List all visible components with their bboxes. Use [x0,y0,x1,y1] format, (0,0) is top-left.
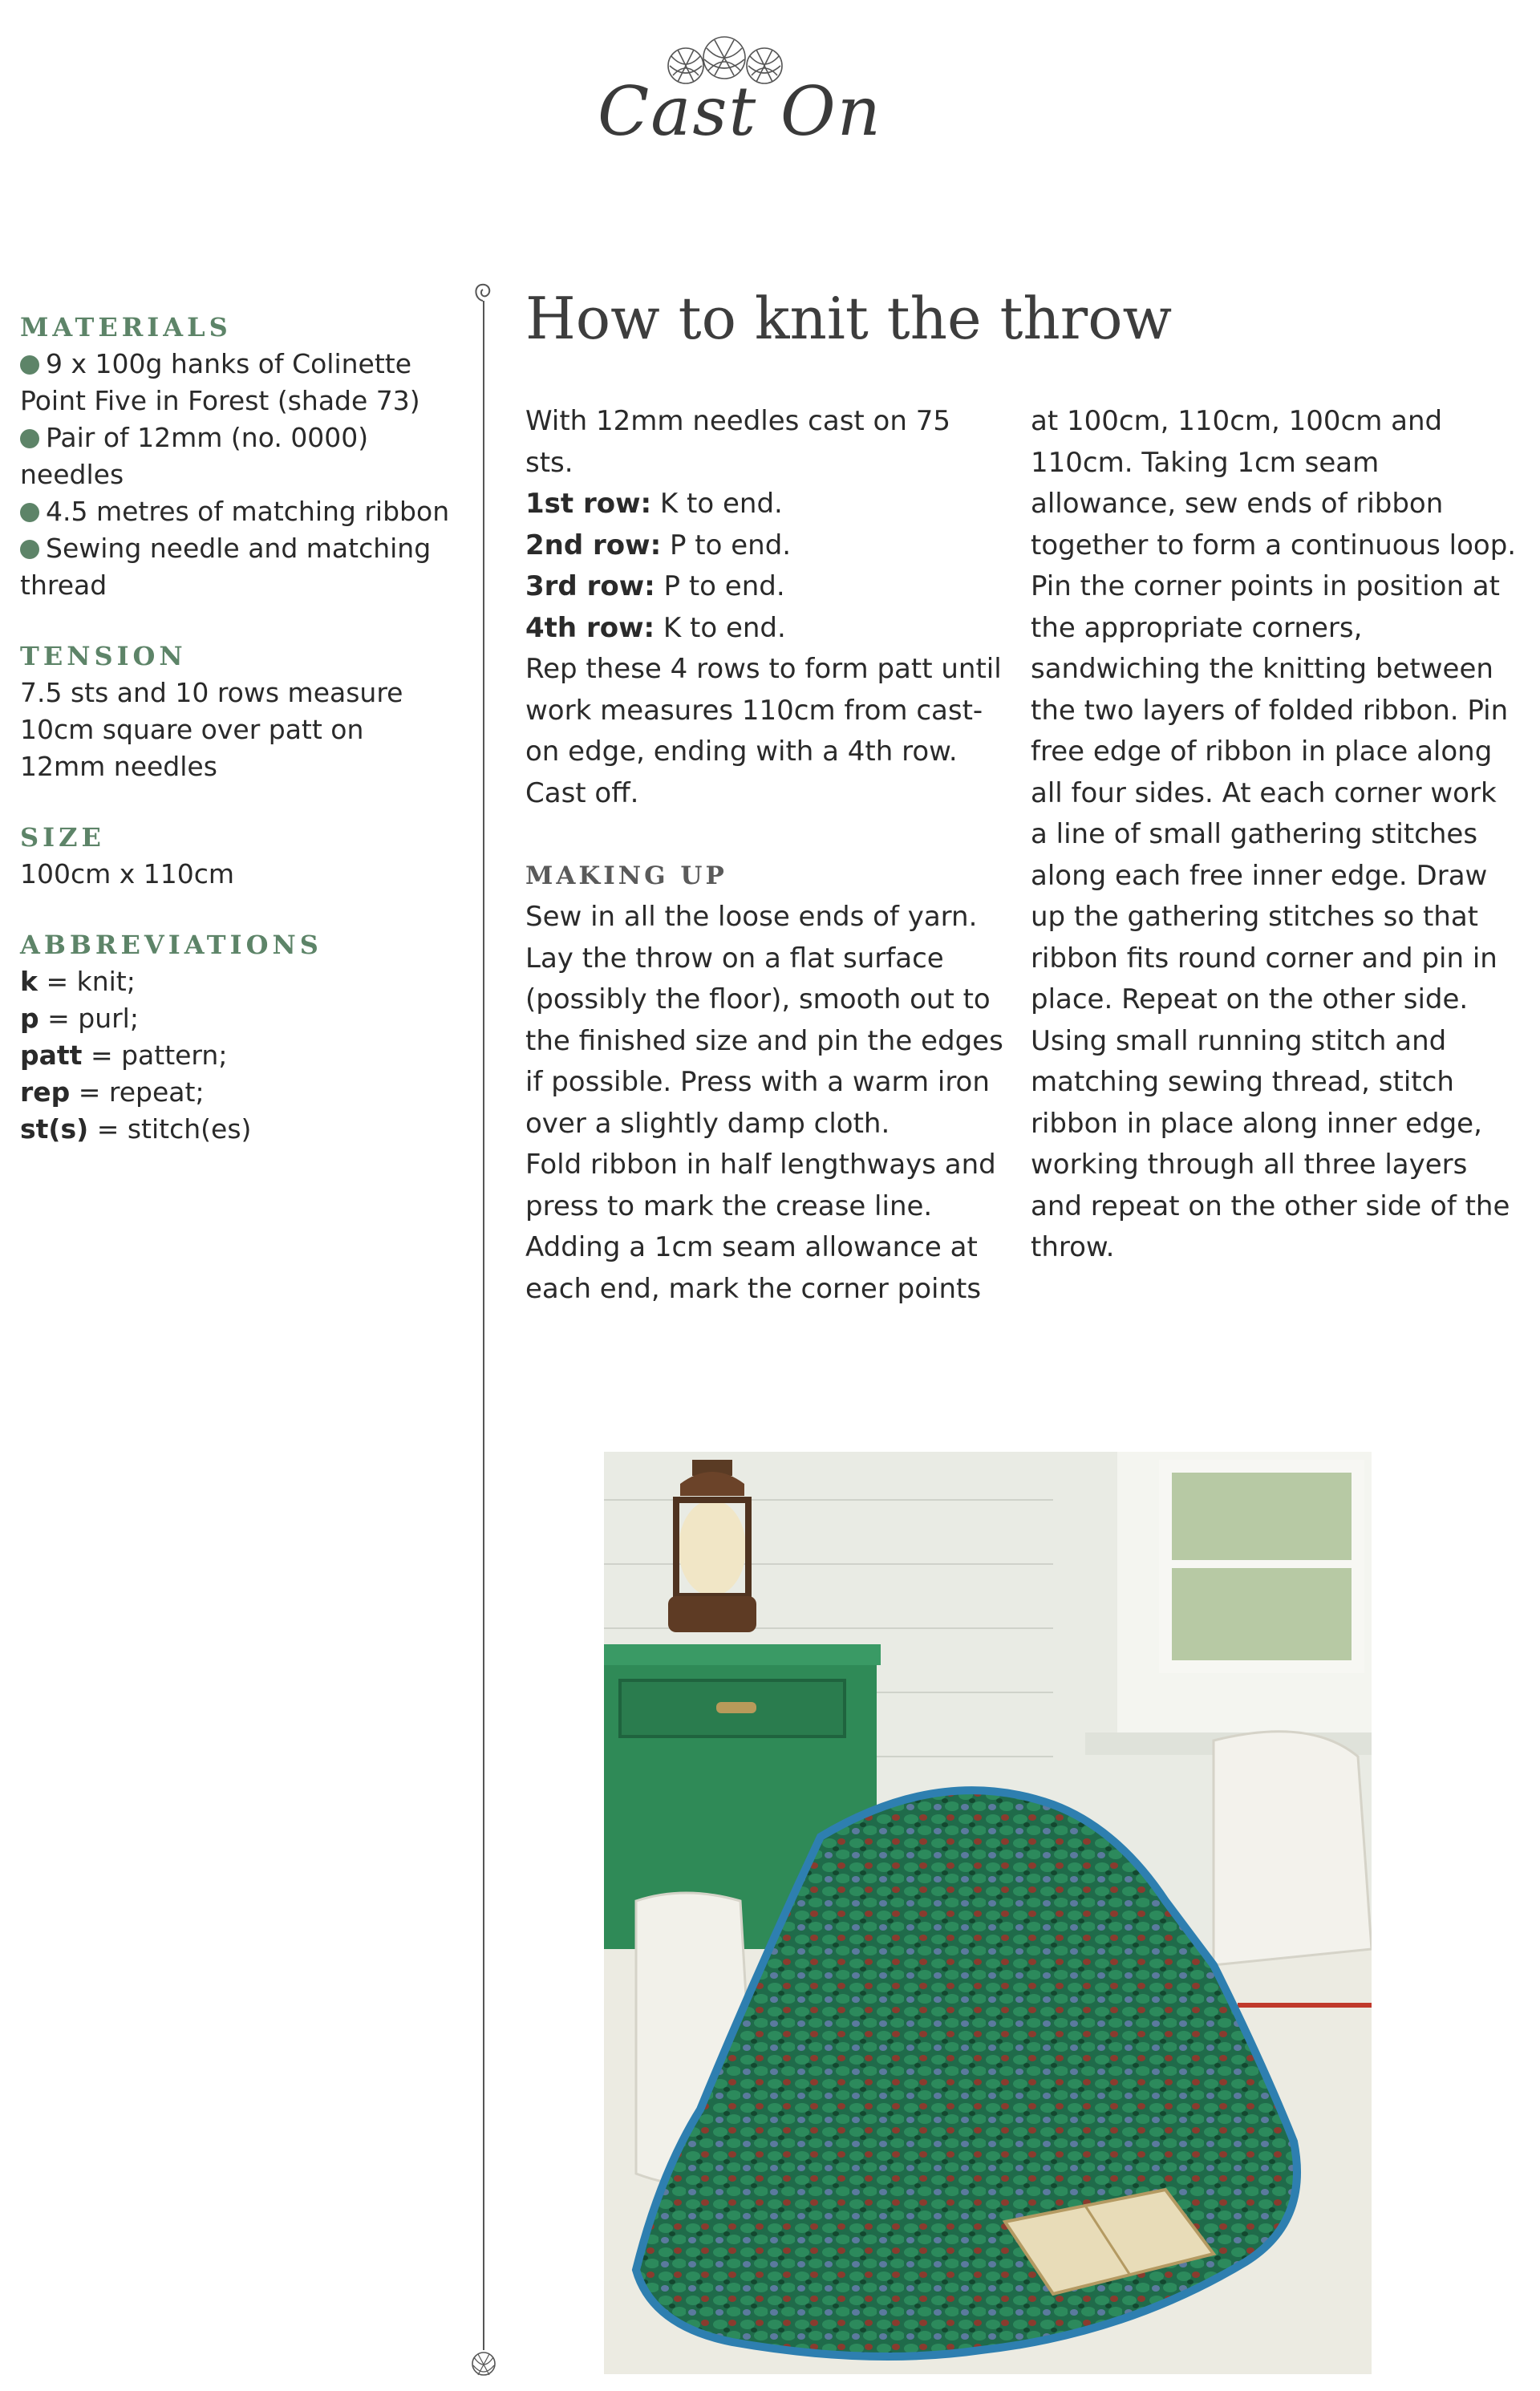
materials-section [20,309,453,604]
throw-photo [604,1452,1372,2374]
making-up-paragraph: Fold ribbon in half lengthways and press to mark the crease line. Adding a 1cm seam allowance at each end, mark the corner points [525,1149,996,1305]
materials-item: Pair of 12mm (no. 0000) needles [20,422,369,490]
size-heading: SIZE [20,822,105,853]
bullet-icon [20,503,39,522]
making-up-paragraph: Sew in all the loose ends of yarn. Lay the throw on a flat surface (possibly the floor), smooth out to the finished size and pin the edges if possible. Press with a warm iron over a slightly damp cloth. [525,901,1003,1140]
row-instruction: 2nd row: P to end. [525,529,792,561]
bullet-icon [20,355,39,375]
tension-heading: TENSION [20,641,187,671]
bullet-icon [20,540,39,559]
abbreviation-item: patt = pattern; [20,1039,228,1071]
materials-item: Sewing needle and matching thread [20,533,432,601]
cast-on-logo [578,24,882,176]
tension-text: 7.5 sts and 10 rows measure 10cm square over patt on 12mm needles [20,677,403,782]
abbreviation-item: rep = repeat; [20,1076,205,1108]
making-up-paragraph: at 100cm, 110cm, 100cm and 110cm. Taking 1cm seam allowance, sew ends of ribbon together to form a continuous loop. Pin the corner points in position at the appropriate corners, sandwiching the knitting between the two layers of folded ribbon. Pin free edge of ribbon in place along all four sides. At each corner work a line of small gathering stitches along each free inner edge. Draw up the gathering stitches so that ribbon fits round corner and pin in place. Repeat on the other side. Using small running stitch and matching sewing thread, stitch ribbon in place along inner edge, working through all three layers and repeat on the other side of the throw. [1031,405,1517,1263]
materials-heading: MATERIALS [20,312,232,342]
abbreviations-section [20,926,453,1148]
page-title: How to knit the throw [525,285,1173,352]
row-instruction: 3rd row: P to end. [525,570,785,602]
instructions-column-1 [525,401,1007,1310]
row-instruction: 1st row: K to end. [525,488,783,520]
intro-text: With 12mm needles cast on 75 sts. [525,405,950,479]
making-up-heading: MAKING UP [525,861,727,890]
repeat-text: Rep these 4 rows to form patt until work measures 110cm from cast-on edge, ending with a 4th row. Cast off. [525,653,1002,809]
sidebar [20,309,453,1181]
instructions-column-2 [1031,401,1520,1269]
bullet-icon [20,429,39,448]
materials-item: 9 x 100g hanks of Colinette Point Five in Forest (shade 73) [20,348,420,416]
abbreviation-item: k = knit; [20,966,136,997]
size-text: 100cm x 110cm [20,858,235,890]
row-instruction: 4th row: K to end. [525,611,786,644]
abbreviation-item: p = purl; [20,1003,139,1034]
logo-text: Cast On [598,72,882,151]
abbreviation-item: st(s) = stitch(es) [20,1113,252,1145]
materials-item: 4.5 metres of matching ribbon [20,493,453,530]
tension-section [20,638,453,785]
yarn-divider [472,269,496,2386]
size-section [20,819,453,893]
abbreviations-heading: ABBREVIATIONS [20,930,322,960]
